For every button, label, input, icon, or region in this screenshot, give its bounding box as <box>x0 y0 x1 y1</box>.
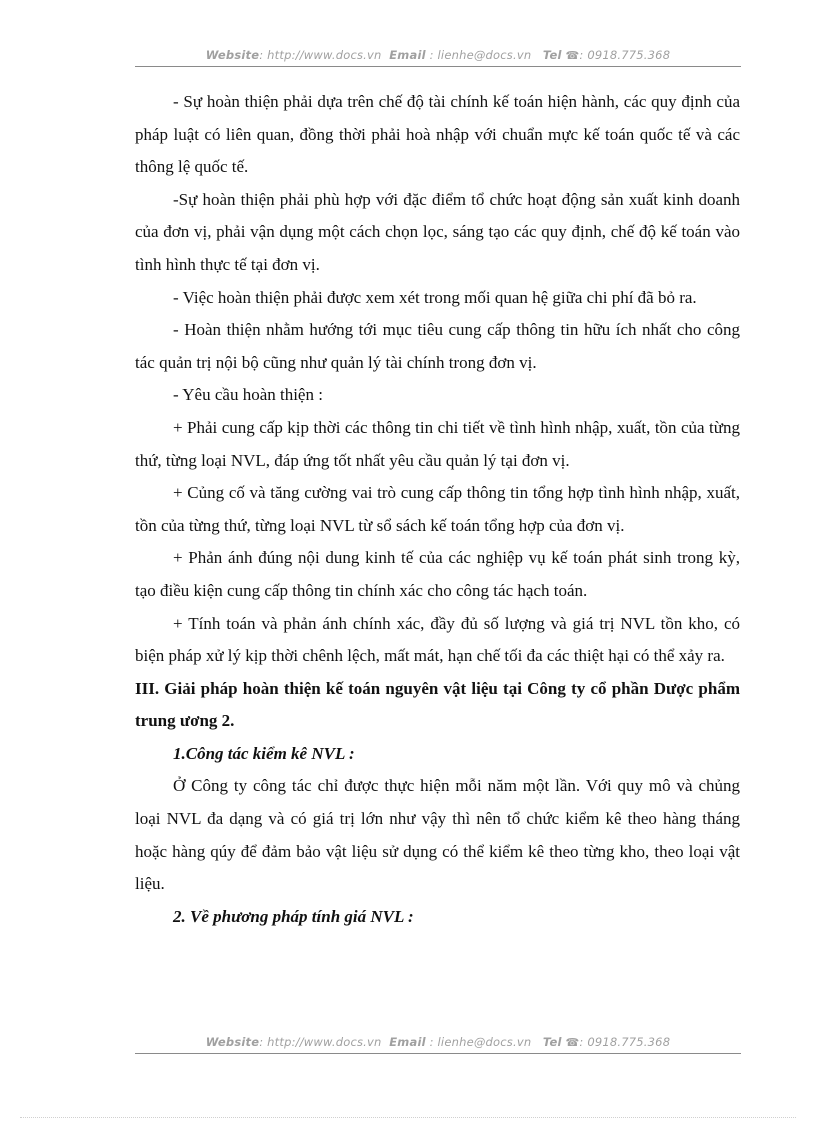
header-tel-value: : 0918.775.368 <box>579 48 671 62</box>
footer-website-link[interactable]: : http://www.docs.vn <box>259 1035 382 1049</box>
paragraph: + Phản ánh đúng nội dung kinh tế của các nghiệp vụ kế toán phát sinh trong kỳ, tạo điều kiện cung cấp thông tin chính xác cho công tác hạch toán. <box>135 548 740 600</box>
document-body <box>135 86 740 933</box>
paragraph: - Hoàn thiện nhằm hướng tới mục tiêu cung cấp thông tin hữu ích nhất cho công tác quản trị nội bộ cũng như quản lý tài chính trong đơn vị. <box>135 320 740 372</box>
footer-email-link[interactable]: : lienhe@docs.vn <box>429 1035 532 1049</box>
paragraph: - Việc hoàn thiện phải được xem xét trong mối quan hệ giữa chi phí đã bỏ ra. <box>173 287 697 307</box>
footer-tel-value: : 0918.775.368 <box>579 1035 671 1049</box>
paragraph: Ở Công ty công tác chỉ được thực hiện mỗi năm một lần. Với quy mô và chủng loại NVL đa dạng và có giá trị lớn như vậy thì nên tổ chức kiểm kê theo hàng tháng hoặc hàng qúy để đảm bảo vật liệu sử dụng có thể kiểm kê theo từng kho, theo loại vật liệu. <box>135 776 740 894</box>
paragraph: - Sự hoàn thiện phải dựa trên chế độ tài chính kế toán hiện hành, các quy định của pháp luật có liên quan, đồng thời phải hoà nhập với chuẩn mực kế toán quốc tế và các thông lệ quốc tế. <box>135 92 740 177</box>
header-website-link[interactable]: : http://www.docs.vn <box>259 48 382 62</box>
phone-icon: ☎ <box>565 1036 580 1049</box>
header-email-label: Email <box>389 48 426 62</box>
paragraph: + Củng cố và tăng cường vai trò cung cấp thông tin tổng hợp tình hình nhập, xuất, tồn của từng thứ, từng loại NVL từ sổ sách kế toán tổng hợp của đơn vị. <box>135 483 740 535</box>
footer-website-label: Website <box>205 1035 260 1049</box>
page-footer <box>135 1035 741 1054</box>
section-heading: III. Giải pháp hoàn thiện kế toán nguyên vật liệu tại Công ty cổ phần Dược phẩm trung ương 2. <box>135 678 740 731</box>
paragraph: + Tính toán và phản ánh chính xác, đầy đủ số lượng và giá trị NVL tồn kho, có biện pháp xử lý kịp thời chênh lệch, mất mát, hạn chế tối đa các thiệt hại có thể xảy ra. <box>135 613 740 666</box>
paragraph: - Yêu cầu hoàn thiện : <box>173 385 323 405</box>
paragraph: -Sự hoàn thiện phải phù hợp với đặc điểm tổ chức hoạt động sản xuất kinh doanh của đơn vị, phải vận dụng một cách chọn lọc, sáng tạo các quy định, chế độ kế toán vào tình hình thực tế tại đơn vị. <box>135 189 740 274</box>
paragraph: + Phải cung cấp kịp thời các thông tin chi tiết về tình hình nhập, xuất, tồn của từng thứ, từng loại NVL, đáp ứng tốt nhất yêu cầu quản lý tại đơn vị. <box>135 417 740 470</box>
phone-icon: ☎ <box>565 49 580 62</box>
header-website-label: Website <box>205 48 260 62</box>
page-header <box>135 48 741 67</box>
header-tel-label: Tel <box>542 48 562 62</box>
header-email-link[interactable]: : lienhe@docs.vn <box>429 48 532 62</box>
subheading-inventory-check: 1.Công tác kiểm kê NVL : <box>173 743 355 763</box>
page-bottom-divider <box>20 1117 796 1118</box>
subheading-pricing-method: 2. Về phương pháp tính giá NVL : <box>173 906 414 926</box>
footer-tel-label: Tel <box>542 1035 562 1049</box>
footer-email-label: Email <box>389 1035 426 1049</box>
